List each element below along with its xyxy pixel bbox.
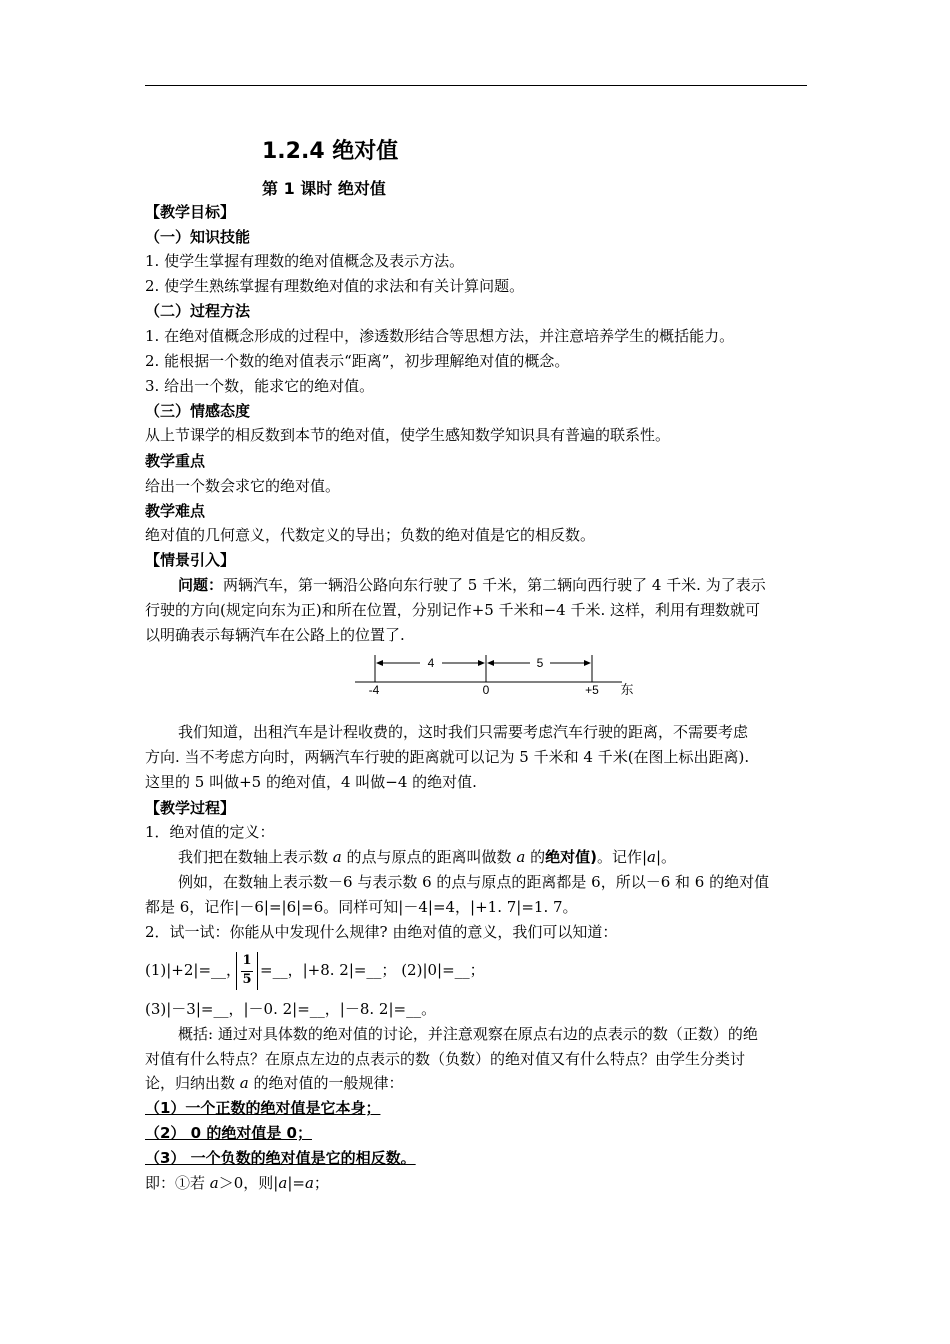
fraction-abs <box>236 952 258 990</box>
problem-label: 问题： <box>178 576 224 594</box>
page-title: 1.2.4 绝对值 <box>262 139 399 164</box>
tick-label-zero: 0 <box>482 683 490 697</box>
objective-item: 1. 使学生掌握有理数的绝对值概念及表示方法。 <box>145 252 465 270</box>
number-line-diagram <box>350 650 640 700</box>
text-span: ； <box>313 1174 329 1192</box>
summary-paragraph-line: 对值有什么特点？在原点左边的点表示的数（负数）的绝对值又有什么特点？由学生分类讨 <box>145 1050 746 1068</box>
subheading-attitude: （三）情感态度 <box>145 402 251 420</box>
variable-a: a <box>332 848 342 866</box>
paragraph: 给出一个数会求它的绝对值。 <box>145 477 341 495</box>
fraction-numerator: 1 <box>242 953 252 968</box>
rule-zero: （2） 0 的绝对值是 0； <box>145 1124 312 1142</box>
tick-label-minus4: -4 <box>368 683 380 697</box>
variable-a: a <box>209 1174 219 1192</box>
distance-label-4: 4 <box>427 656 435 670</box>
paragraph-line: 这里的 5 叫做+5 的绝对值，4 叫做−4 的绝对值. <box>145 773 477 791</box>
term-absolute-value: 绝对值) <box>545 848 597 866</box>
arrowhead <box>584 660 591 666</box>
fraction-denominator: 5 <box>242 972 252 987</box>
summary-paragraph: 概括: 通过对具体数的绝对值的讨论，并注意观察在原点右边的点表示的数（正数）的绝 <box>178 1025 758 1043</box>
text-span: 。记作| <box>596 848 647 866</box>
header-rule <box>145 85 807 86</box>
variable-a: a <box>516 848 526 866</box>
objective-item: 3. 给出一个数，能求它的绝对值。 <box>145 377 375 395</box>
direction-label-east: 东 <box>620 682 634 697</box>
section-heading-process: 【教学过程】 <box>145 799 236 817</box>
objective-item: 1. 在绝对值概念形成的过程中，渗透数形结合等思想方法，并注意培养学生的概括能力。 <box>145 327 735 345</box>
text-span: 即：①若 <box>145 1174 206 1192</box>
distance-label-5: 5 <box>536 656 544 670</box>
conclusion-line <box>145 1173 329 1193</box>
heading-difficulties: 教学难点 <box>145 502 206 520</box>
paragraph: 绝对值的几何意义，代数定义的导出；负数的绝对值是它的相反数。 <box>145 526 596 544</box>
tick-label-plus5: +5 <box>585 683 599 697</box>
arrowhead <box>376 660 383 666</box>
problem-paragraph <box>178 575 766 595</box>
variable-a: a <box>278 1174 288 1192</box>
text-span: 的点与原点的距离叫做数 <box>346 848 512 866</box>
paragraph: 我们知道，出租汽车是计程收费的，这时我们只需要考虑汽车行驶的距离，不需要考虑 <box>178 723 749 741</box>
subheading-try: 2．试一试：你能从中发现什么规律? 由绝对值的意义，我们可以知道： <box>145 923 618 941</box>
summary-paragraph-line <box>145 1073 404 1093</box>
arrowhead <box>487 660 494 666</box>
text-span: 我们把在数轴上表示数 <box>178 848 329 866</box>
subheading-knowledge-skills: （一）知识技能 <box>145 228 251 246</box>
exercise-line-2: (3)|－3|=__，|－0. 2|=__，|－8. 2|=__。 <box>145 1000 437 1018</box>
heading-key-points: 教学重点 <box>145 452 206 470</box>
problem-paragraph-line: 以明确表示每辆汽车在公路上的位置了. <box>145 626 405 644</box>
subheading-process-methods: （二）过程方法 <box>145 302 251 320</box>
paragraph-line: 方向. 当不考虑方向时，两辆汽车行驶的距离就可以记为 5 千米和 4 千米(在图上标出距离). <box>145 748 750 766</box>
variable-a: a <box>239 1074 249 1092</box>
variable-a: a <box>304 1174 314 1192</box>
variable-a: a <box>647 848 656 866</box>
problem-text: 两辆汽车，第一辆沿公路向东行驶了 5 千米，第二辆向西行驶了 4 千米. 为了表示 <box>223 576 766 594</box>
arrowhead <box>478 660 485 666</box>
exercise-line-1b: =__，|+8. 2|=__； (2)|0|=__； <box>260 961 485 979</box>
rule-negative: （3） 一个负数的绝对值是它的相反数。 <box>145 1149 416 1167</box>
section-heading-objectives: 【教学目标】 <box>145 203 236 221</box>
objective-item: 2. 能根据一个数的绝对值表示“距离”，初步理解绝对值的概念。 <box>145 352 570 370</box>
problem-paragraph-line: 行驶的方向(规定向东为正)和所在位置，分别记作+5 千米和−4 千米. 这样，利用有理数就可 <box>145 601 761 619</box>
text-span: |= <box>287 1174 305 1192</box>
text-span: ＞0，则| <box>218 1174 279 1192</box>
paragraph: 从上节课学的相反数到本节的绝对值，使学生感知数学知识具有普遍的联系性。 <box>145 426 671 444</box>
text-span: 的 <box>530 848 546 866</box>
text-span: 论，归纳出数 <box>145 1074 236 1092</box>
page-subtitle: 第 1 课时 绝对值 <box>262 179 386 198</box>
subheading-definition: 1．绝对值的定义： <box>145 823 275 841</box>
text-span: |。 <box>655 848 677 866</box>
example-paragraph: 例如，在数轴上表示数－6 与表示数 6 的点与原点的距离都是 6，所以－6 和 6 的绝对值 <box>178 873 770 891</box>
rule-positive: （1）一个正数的绝对值是它本身； <box>145 1099 381 1117</box>
section-heading-intro: 【情景引入】 <box>145 551 236 569</box>
definition-paragraph <box>178 847 676 867</box>
exercise-line-1a: (1)|+2|=__， <box>145 961 242 979</box>
objective-item: 2. 使学生熟练掌握有理数绝对值的求法和有关计算问题。 <box>145 277 525 295</box>
example-paragraph-line: 都是 6，记作|－6|=|6|=6。同样可知|－4|=4，|+1. 7|=1. 7。 <box>145 898 578 916</box>
text-span: 的绝对值的一般规律： <box>253 1074 404 1092</box>
